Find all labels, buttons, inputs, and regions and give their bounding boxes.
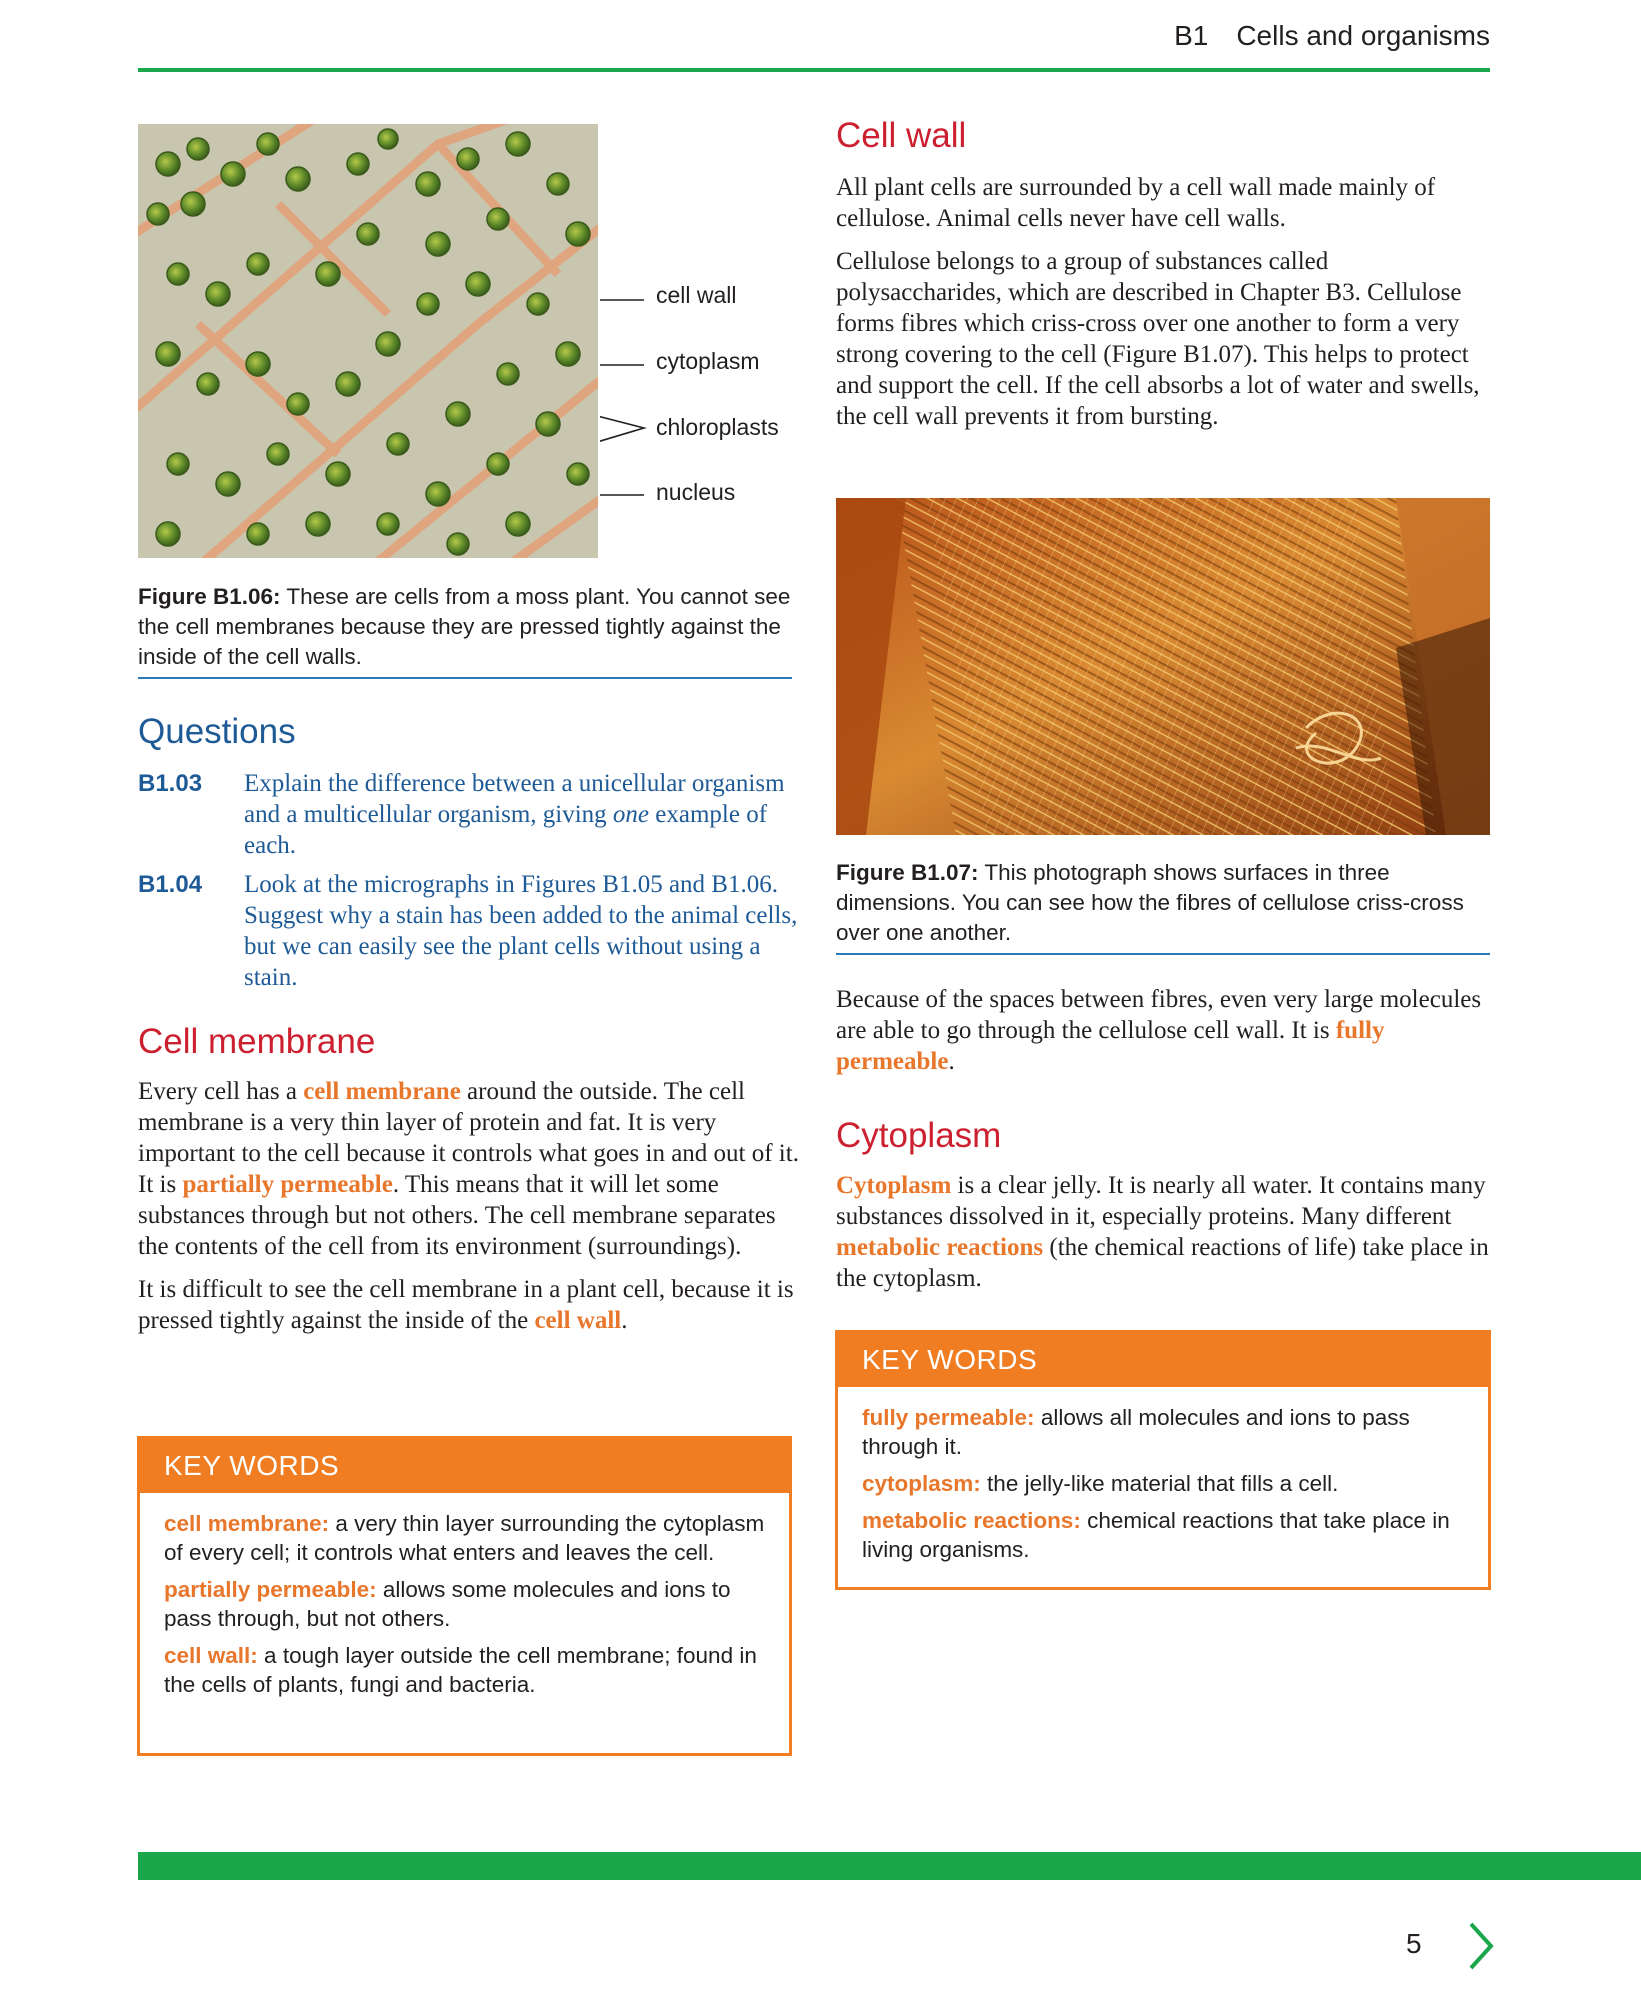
paragraph: Cytoplasm is a clear jelly. It is nearly all water. It contains many substances dissolved in it, especially proteins. Many different metabolic reactions (the chemical reactions of life) take place in the cytoplasm. (836, 1172, 1489, 1292)
label-chloroplasts: chloroplasts (656, 414, 779, 440)
figure-b107-caption (836, 858, 1490, 948)
question-text: Look at the micrographs in Figures B1.05 and B1.06. Suggest why a stain has been added to the animal cells, but we can easily see the plant cells without using a stain. (244, 871, 798, 991)
cell-membrane-text (138, 1076, 802, 1348)
label-cell-wall: cell wall (656, 282, 737, 308)
cell-wall-heading: Cell wall (836, 116, 967, 155)
key-words-title: KEY WORDS (838, 1333, 1488, 1387)
cell-membrane-heading: Cell membrane (138, 1022, 376, 1061)
question-number: B1.04 (138, 871, 203, 898)
caption-label: Figure B1.06: (138, 584, 281, 609)
cytoplasm-text (836, 1170, 1490, 1306)
label-cytoplasm: cytoplasm (656, 348, 760, 374)
cell-wall-text (836, 172, 1490, 444)
caption-text: These are cells from a moss plant. You cannot see the cell membranes because they are pressed tightly against the inside of the cell walls. (138, 584, 791, 669)
key-word-entry: cell wall: a tough layer outside the cell membrane; found in the cells of plants, fungi and bacteria. (164, 1643, 757, 1697)
caption-text: This photograph shows surfaces in three dimensions. You can see how the fibres of cellulose criss-cross over one another. (836, 860, 1464, 945)
fully-permeable-text (836, 984, 1490, 1089)
moss-cells-micrograph (138, 124, 598, 558)
key-word-entry: fully permeable: allows all molecules and ions to pass through it. (862, 1405, 1410, 1459)
paragraph: Because of the spaces between fibres, even very large molecules are able to go through the cellulose cell wall. It is fully permeable. (836, 986, 1482, 1075)
page-number: 5 (1406, 1928, 1422, 1959)
figure-b106-caption (138, 582, 792, 672)
question-item (138, 768, 798, 861)
question-text: Explain the difference between a unicellular organism and a multicellular organism, giving one example of each. (244, 770, 785, 859)
questions-list (138, 768, 798, 1001)
question-number: B1.03 (138, 770, 203, 797)
key-word-entry: partially permeable: allows some molecules and ions to pass through, but not others. (164, 1577, 731, 1631)
key-word-entry: cytoplasm: the jelly-like material that fills a cell. (862, 1471, 1339, 1496)
chevron-right-icon (1466, 1920, 1496, 1972)
caption-rule (138, 677, 792, 679)
key-words-list (140, 1493, 789, 1699)
cytoplasm-heading: Cytoplasm (836, 1116, 1002, 1155)
caption-rule (836, 953, 1490, 955)
leader-lines (600, 124, 660, 558)
key-words-box-left (137, 1436, 792, 1756)
paragraph: Cellulose belongs to a group of substances called polysaccharides, which are described in Chapter B3. Cellulose forms fibres which criss-cross over one another to form a very strong covering to the cell (Figure B1.07). This helps to protect and support the cell. If the cell absorbs a lot of water and swells, the cell wall prevents it from bursting. (836, 248, 1480, 430)
caption-label: Figure B1.07: (836, 860, 979, 885)
chapter-number: B1 (1174, 20, 1209, 51)
paragraph: It is difficult to see the cell membrane in a plant cell, because it is pressed tightly against the inside of the cell wall. (138, 1276, 794, 1334)
label-nucleus: nucleus (656, 479, 736, 505)
key-words-box-right (835, 1330, 1491, 1590)
questions-heading: Questions (138, 712, 296, 751)
figure-b106-labels (600, 124, 800, 558)
key-words-title: KEY WORDS (140, 1439, 789, 1493)
key-words-list (838, 1387, 1488, 1564)
running-header (138, 14, 1490, 70)
cellulose-fibres-photo (836, 498, 1490, 835)
paragraph: All plant cells are surrounded by a cell wall made mainly of cellulose. Animal cells never have cell walls. (836, 174, 1436, 232)
key-word-entry: metabolic reactions: chemical reactions that take place in living organisms. (862, 1508, 1450, 1562)
paragraph: Every cell has a cell membrane around the outside. The cell membrane is a very thin layer of protein and fat. It is very important to the cell because it controls what goes in and out of it. It is partially permeable. This means that it will let some substances through but not others. The cell membrane separates the contents of the cell from its environment (surroundings). (138, 1078, 799, 1260)
chapter-title: Cells and organisms (1236, 20, 1490, 51)
key-word-entry: cell membrane: a very thin layer surrounding the cytoplasm of every cell; it controls what enters and leaves the cell. (164, 1511, 765, 1565)
footer-bar (138, 1852, 1641, 1880)
header-rule (138, 68, 1490, 72)
question-item (138, 869, 798, 993)
next-page-button[interactable] (1466, 1920, 1496, 1977)
